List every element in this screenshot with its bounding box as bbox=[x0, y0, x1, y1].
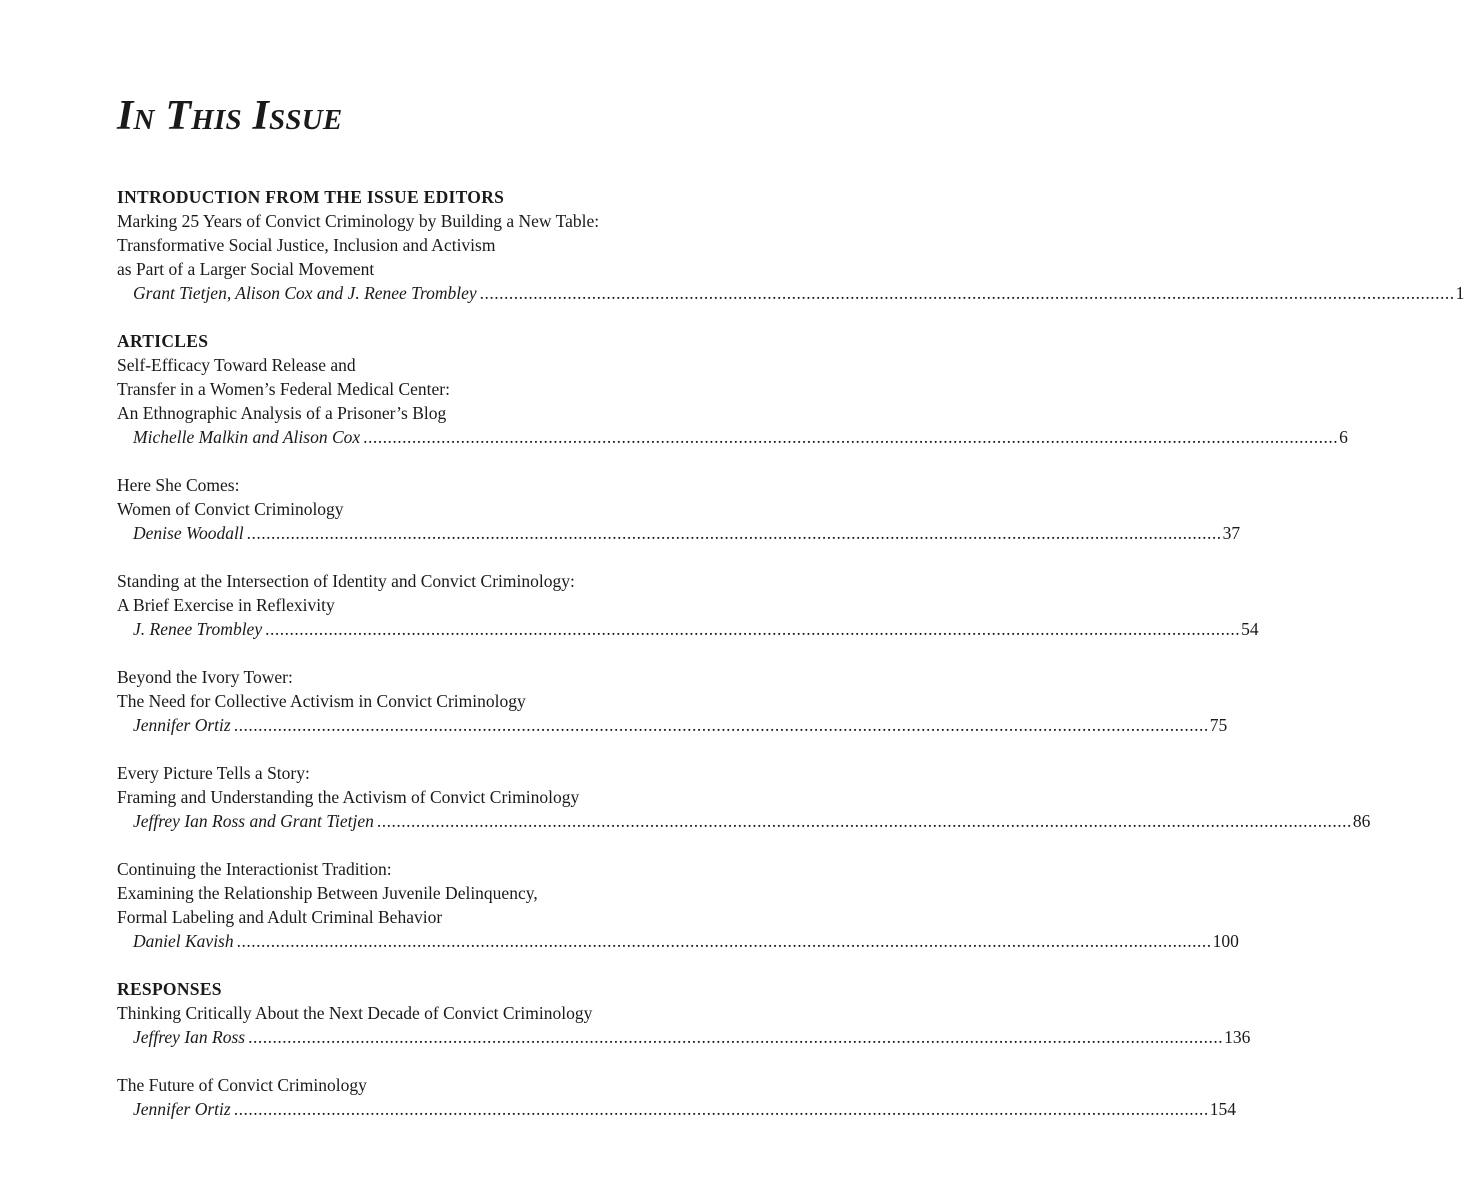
author-line bbox=[117, 929, 1239, 953]
article-title-line: Marking 25 Years of Convict Criminology by Building a New Table: bbox=[117, 211, 600, 231]
article-title-line: Every Picture Tells a Story: bbox=[117, 763, 310, 783]
article-title-line: A Brief Exercise in Reflexivity bbox=[117, 595, 335, 615]
article-title-line: Standing at the Intersection of Identity and Convict Criminology: bbox=[117, 571, 575, 591]
page-number: 136 bbox=[1224, 1027, 1251, 1047]
article-title-line: The Need for Collective Activism in Convict Criminology bbox=[117, 691, 526, 711]
dot-leader: ........................................................................................................................................................................................................ bbox=[246, 523, 1222, 543]
article-authors: Denise Woodall bbox=[133, 523, 244, 543]
author-line bbox=[117, 617, 1259, 641]
article-title-line: Here She Comes: bbox=[117, 475, 240, 495]
dot-leader: ........................................................................................................................................................................................................ bbox=[363, 427, 1339, 447]
author-line bbox=[117, 521, 1241, 545]
dot-leader: ........................................................................................................................................................................................................ bbox=[376, 811, 1352, 831]
article-title-line: Continuing the Interactionist Tradition: bbox=[117, 859, 392, 879]
dot-leader: ........................................................................................................................................................................................................ bbox=[236, 931, 1212, 951]
article-authors: Grant Tietjen, Alison Cox and J. Renee Trombley bbox=[133, 283, 477, 303]
toc-entry[interactable] bbox=[117, 665, 1228, 737]
page-number: 75 bbox=[1209, 715, 1228, 735]
author-line bbox=[117, 713, 1228, 737]
article-authors: J. Renee Trombley bbox=[133, 619, 263, 639]
article-authors: Michelle Malkin and Alison Cox bbox=[133, 427, 361, 447]
article-title-line: Thinking Critically About the Next Decade of Convict Criminology bbox=[117, 1003, 593, 1023]
section-title: INTRODUCTION FROM THE ISSUE EDITORS bbox=[117, 187, 505, 207]
dot-leader: ........................................................................................................................................................................................................ bbox=[479, 283, 1455, 303]
dot-leader: ........................................................................................................................................................................................................ bbox=[233, 715, 1209, 735]
article-title-line: Framing and Understanding the Activism of Convict Criminology bbox=[117, 787, 580, 807]
section-title: ARTICLES bbox=[117, 331, 209, 351]
article-authors: Jeffrey Ian Ross and Grant Tietjen bbox=[133, 811, 374, 831]
toc-entry[interactable] bbox=[117, 857, 1239, 953]
toc-entry[interactable] bbox=[117, 1001, 1251, 1049]
article-title-line: Women of Convict Criminology bbox=[117, 499, 344, 519]
article-title-line: Transfer in a Women’s Federal Medical Center: bbox=[117, 379, 450, 399]
article-authors: Jennifer Ortiz bbox=[133, 1099, 231, 1119]
dot-leader: ........................................................................................................................................................................................................ bbox=[265, 619, 1241, 639]
dot-leader: ........................................................................................................................................................................................................ bbox=[233, 1099, 1209, 1119]
article-title-line: Self-Efficacy Toward Release and bbox=[117, 355, 356, 375]
page-number: 6 bbox=[1339, 427, 1348, 447]
article-authors: Daniel Kavish bbox=[133, 931, 234, 951]
toc-section bbox=[117, 185, 1464, 305]
article-authors: Jennifer Ortiz bbox=[133, 715, 231, 735]
page-number: 1 bbox=[1455, 283, 1464, 303]
author-line bbox=[117, 1025, 1251, 1049]
author-line bbox=[117, 809, 1371, 833]
page-number: 37 bbox=[1222, 523, 1241, 543]
section-title: RESPONSES bbox=[117, 979, 222, 999]
page-number: 86 bbox=[1352, 811, 1371, 831]
toc-entry[interactable] bbox=[117, 761, 1371, 833]
toc-entry[interactable] bbox=[117, 569, 1259, 641]
page-number: 154 bbox=[1209, 1099, 1236, 1119]
article-title-line: An Ethnographic Analysis of a Prisoner’s Blog bbox=[117, 403, 447, 423]
article-title-line: Beyond the Ivory Tower: bbox=[117, 667, 293, 687]
toc-entry[interactable] bbox=[117, 209, 1464, 305]
article-authors: Jeffrey Ian Ross bbox=[133, 1027, 246, 1047]
toc-entry[interactable] bbox=[117, 1073, 1236, 1121]
table-of-contents bbox=[117, 185, 1464, 1145]
toc-section bbox=[117, 977, 1251, 1121]
page-number: 100 bbox=[1212, 931, 1239, 951]
article-title-line: The Future of Convict Criminology bbox=[117, 1075, 367, 1095]
author-line bbox=[117, 281, 1464, 305]
article-title-line: Formal Labeling and Adult Criminal Behavior bbox=[117, 907, 443, 927]
toc-entry[interactable] bbox=[117, 353, 1348, 449]
article-title-line: as Part of a Larger Social Movement bbox=[117, 259, 375, 279]
page-number: 54 bbox=[1241, 619, 1259, 639]
dot-leader: ........................................................................................................................................................................................................ bbox=[248, 1027, 1224, 1047]
article-title-line: Examining the Relationship Between Juvenile Delinquency, bbox=[117, 883, 538, 903]
toc-section bbox=[117, 329, 1371, 953]
author-line bbox=[117, 425, 1348, 449]
author-line bbox=[117, 1097, 1236, 1121]
toc-entry[interactable] bbox=[117, 473, 1241, 545]
article-title-line: Transformative Social Justice, Inclusion and Activism bbox=[117, 235, 496, 255]
page-title: In This Issue bbox=[117, 93, 343, 139]
